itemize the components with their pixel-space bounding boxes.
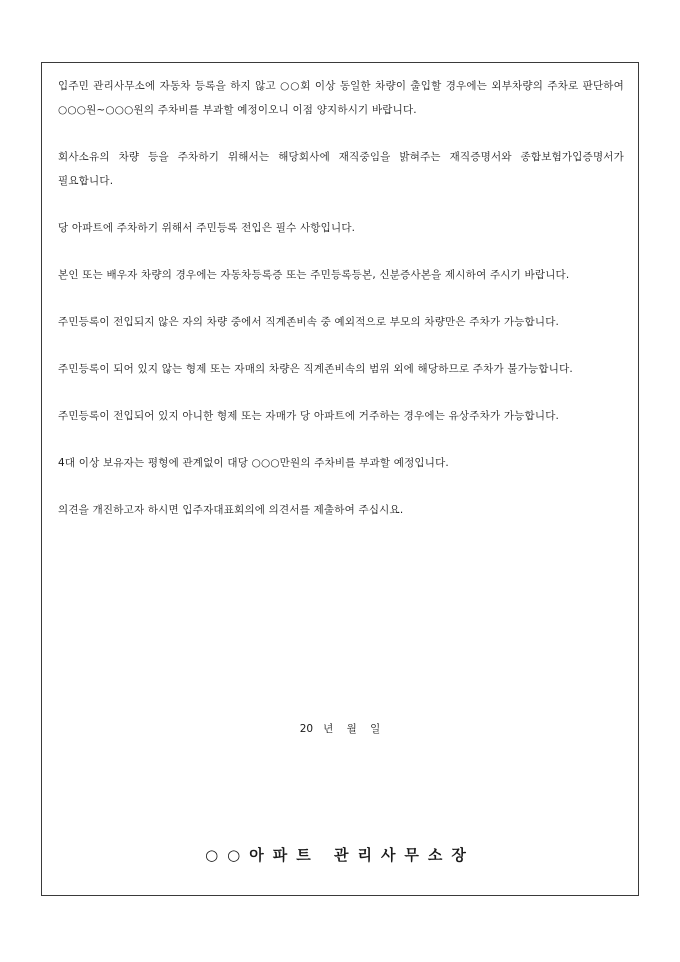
paragraph-four-vehicle-fee: 4대 이상 보유자는 평형에 관계없이 대당 ○○○만원의 주차비를 부과할 예정입니다.: [58, 457, 449, 469]
paragraph-residency-required: 당 아파트에 주차하기 위해서 주민등록 전입은 필수 사항입니다.: [58, 222, 356, 234]
paragraph-sibling-vehicle-not-allowed: 주민등록이 되어 있지 않는 형제 또는 자매의 차량은 직계존비속의 범위 외에 해당하므로 주차가 불가능합니다.: [58, 363, 573, 375]
date-line: 20 년 월 일: [299, 723, 381, 735]
paragraph-company-vehicle: 회사소유의 차량 등을 주차하기 위해서는 해당회사에 재직중임을 밝혀주는 재직증명서와 종합보험가입증명서가 필요합니다.: [58, 151, 624, 187]
paragraph-unregistered-vehicle-fee: 입주민 관리사무소에 자동차 등록을 하지 않고 ○○회 이상 동일한 차량이 출입할 경우에는 외부차량의 주차로 판단하여 ○○○원~○○○원의 주차비를 부과할 예정이오니 이점 양지하시기 바랍니다.: [58, 80, 624, 116]
paragraph-spouse-vehicle: 본인 또는 배우자 차량의 경우에는 자동차등록증 또는 주민등록등본, 신분증사본을 제시하여 주시기 바랍니다.: [58, 269, 570, 281]
signature-office: ○○아파트 관리사무소장: [205, 846, 475, 864]
paragraph-parent-vehicle: 주민등록이 전입되지 않은 자의 차량 중에서 직계존비속 중 예외적으로 부모의 차량만은 주차가 가능합니다.: [58, 316, 560, 328]
notice-frame: [41, 62, 639, 896]
notice-body: [58, 74, 624, 522]
paragraph-submit-opinion: 의견을 개진하고자 하시면 입주자대표회의에 의견서를 제출하여 주십시요.: [58, 504, 404, 516]
paragraph-sibling-paid-parking: 주민등록이 전입되어 있지 아니한 형제 또는 자매가 당 아파트에 거주하는 경우에는 유상주차가 가능합니다.: [58, 410, 560, 422]
